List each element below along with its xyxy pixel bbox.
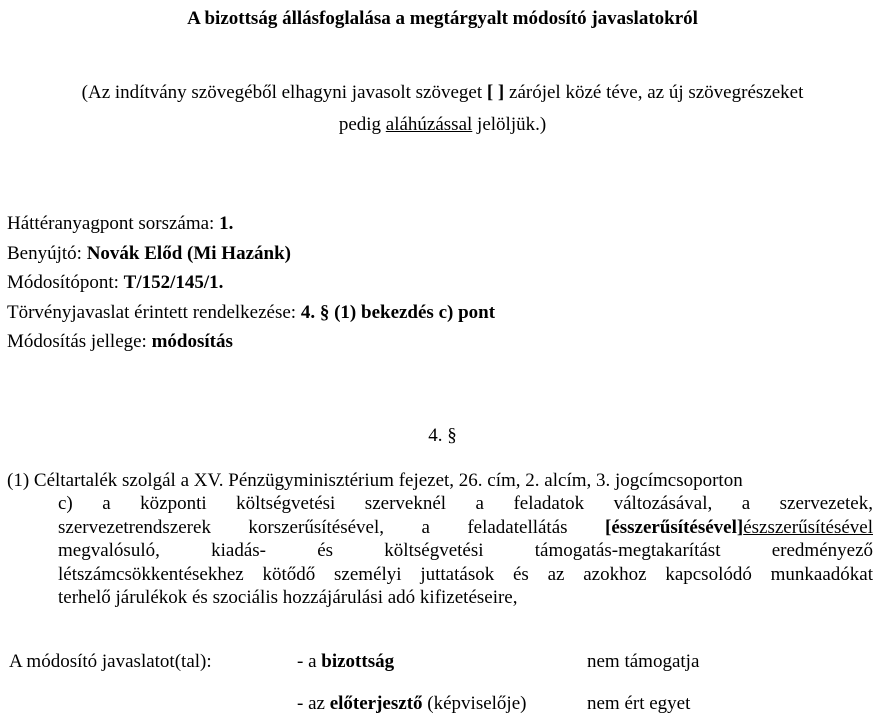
paragraph-line-2: c) a központi költségvetési szerveknél a feladatok változásával, a szervezetek, bbox=[58, 493, 873, 515]
paragraph-line-6: terhelő járulékok és szociális hozzájárulási adó kifizetéseire, bbox=[58, 587, 518, 609]
meta-row-number bbox=[7, 209, 867, 239]
decision-row-proposer bbox=[9, 689, 879, 719]
meta-value: T/152/145/1. bbox=[123, 272, 224, 294]
paragraph-line-3-text: szervezetrendszerek korszerűsítésével, a feladatellátás bbox=[58, 516, 605, 538]
actor-name: bizottság bbox=[321, 651, 395, 672]
paragraph-line-1: (1) Céltartalék szolgál a XV. Pénzügyminisztérium fejezet, 26. cím, 2. alcím, 3. jogcímcsoporton bbox=[7, 470, 743, 491]
paragraph-line-5: létszámcsökkentésekhez kötődő személyi juttatások és az azokhoz kapcsolódó munkaadókat bbox=[58, 563, 873, 585]
actor-suffix: (képviselője) bbox=[422, 693, 527, 714]
meta-label: Törvényjavaslat érintett rendelkezése: bbox=[7, 301, 301, 323]
instruction-text-4: jelöljük.) bbox=[472, 114, 547, 135]
meta-label: Benyújtó: bbox=[7, 242, 87, 264]
actor-prefix: - az bbox=[297, 693, 330, 714]
underline-example: aláhúzással bbox=[385, 114, 473, 135]
meta-label: Módosítás jellege: bbox=[7, 331, 152, 353]
meta-row-amendment-point bbox=[7, 268, 867, 298]
section-number: 4. § bbox=[428, 425, 457, 446]
bracket-symbol: [ ] bbox=[486, 82, 505, 103]
decision-actor bbox=[297, 689, 526, 719]
actor-prefix: - a bbox=[297, 651, 322, 672]
meta-label: Módosítópont: bbox=[7, 272, 124, 294]
meta-value: Novák Előd (Mi Hazánk) bbox=[86, 242, 291, 264]
amendment-metadata bbox=[7, 209, 867, 357]
paragraph-line-4: megvalósuló, kiadás- és költségvetési támogatás-megtakarítást eredményező bbox=[58, 540, 873, 562]
meta-row-type bbox=[7, 327, 867, 357]
paragraph-line-3 bbox=[58, 516, 873, 539]
decision-row-committee bbox=[9, 647, 879, 677]
instruction-text-1: (Az indítvány szövegéből elhagyni javasolt szöveget bbox=[81, 82, 487, 103]
meta-row-provision bbox=[7, 298, 867, 328]
decision-position: nem ért egyet bbox=[587, 693, 691, 714]
instruction-text-3: pedig bbox=[338, 114, 386, 135]
instruction-note bbox=[20, 77, 865, 141]
deleted-text: [ésszerűsítésével] bbox=[605, 516, 744, 538]
paragraph-text bbox=[7, 469, 873, 609]
meta-value: 1. bbox=[219, 213, 234, 234]
actor-name: előterjesztő bbox=[329, 693, 423, 714]
meta-value: 4. § (1) bekezdés c) pont bbox=[300, 301, 496, 323]
decision-position: nem támogatja bbox=[587, 651, 700, 672]
meta-value: módosítás bbox=[151, 331, 233, 353]
meta-row-submitter bbox=[7, 239, 867, 269]
meta-label: Háttéranyagpont sorszáma: bbox=[7, 213, 220, 234]
page-title: A bizottság állásfoglalása a megtárgyalt módosító javaslatokról bbox=[187, 8, 698, 29]
decision-actor bbox=[297, 647, 394, 677]
inserted-text: észszerűsítésével bbox=[743, 516, 873, 538]
instruction-text-2: zárójel közé téve, az új szövegrészeket bbox=[504, 82, 804, 103]
decision-intro: A módosító javaslatot(tal): bbox=[9, 651, 212, 672]
paragraph-continuation bbox=[58, 492, 873, 609]
